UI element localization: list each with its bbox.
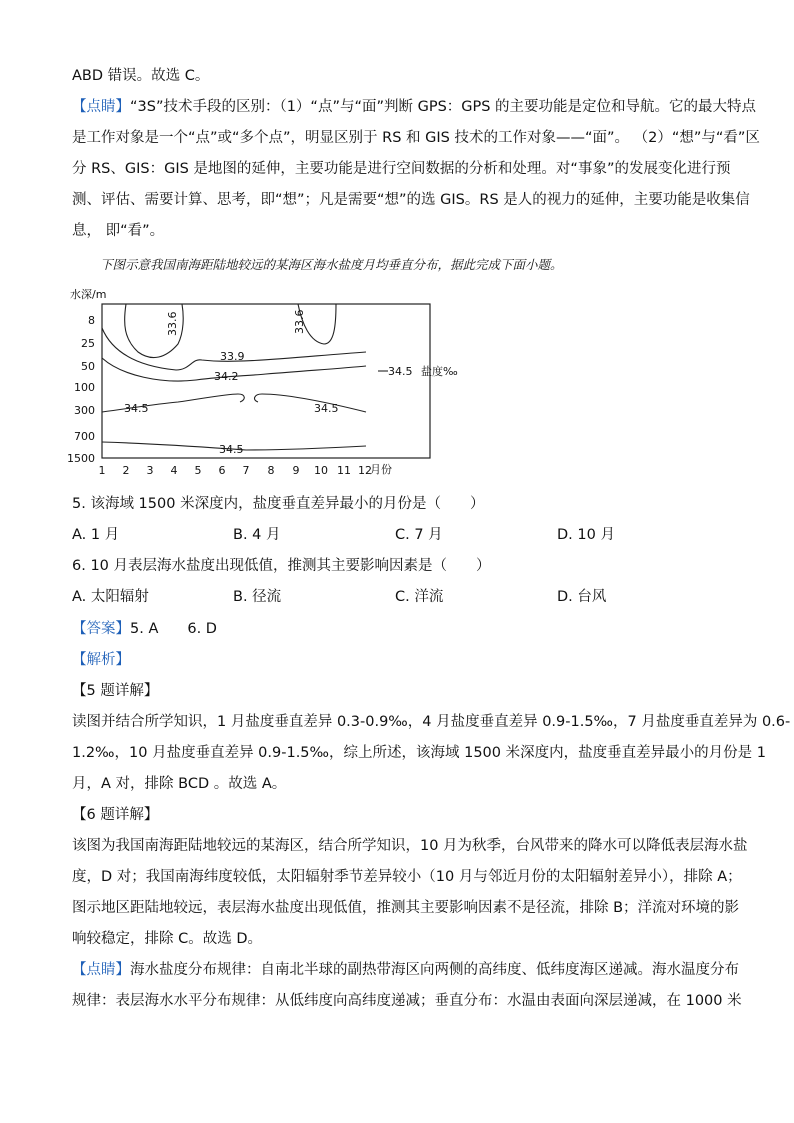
figure-intro: 下图示意我国南海距陆地较远的某海区海水盐度月均垂直分布，据此完成下面小题。 bbox=[100, 257, 563, 272]
x-tick: 9 bbox=[292, 464, 300, 477]
text-line: 该图为我国南海距陆地较远的某海区，结合所学知识，10 月为秋季，台风带来的降水可以降低表层海水盐 bbox=[72, 838, 748, 854]
y-ticks bbox=[67, 314, 95, 465]
dianjing-tag: 【点睛】 bbox=[72, 99, 130, 115]
option-b: B. 径流 bbox=[233, 589, 282, 605]
contour-line-34.5-mid-right bbox=[255, 394, 366, 412]
contour-label: 33.6 bbox=[293, 309, 306, 334]
x-tick: 12 bbox=[358, 464, 372, 477]
dianjing-paragraph bbox=[72, 960, 739, 980]
x-tick: 4 bbox=[170, 464, 178, 477]
text-line: 海水盐度分布规律：自南北半球的副热带海区向两侧的高纬度、低纬度海区递减。海水温度分布 bbox=[130, 962, 739, 978]
text-line: 测、评估、需要计算、思考，即“想”；凡是需要“想”的选 GIS。RS 是人的视力的延伸，主要功能是收集信 bbox=[72, 192, 750, 208]
text-line: 息， 即“看”。 bbox=[72, 223, 165, 239]
option-a: A. 1 月 bbox=[72, 527, 120, 543]
y-tick: 8 bbox=[88, 314, 95, 327]
salinity-contour-chart bbox=[66, 284, 466, 480]
contour-label: 34.5 bbox=[314, 402, 339, 415]
text-line: 响较稳定，排除 C。故选 D。 bbox=[72, 931, 263, 947]
answer-line bbox=[72, 619, 217, 639]
y-tick: 700 bbox=[74, 430, 95, 443]
contour-label: 34.5 bbox=[124, 402, 149, 415]
text-line: ABD 错误。故选 C。 bbox=[72, 68, 210, 84]
q5-detail-tag: 【5 题详解】 bbox=[72, 683, 159, 699]
x-tick: 7 bbox=[242, 464, 250, 477]
x-ticks bbox=[99, 464, 373, 477]
text-line: 图示地区距陆地较远，表层海水盐度出现低值，推测其主要影响因素不是径流，排除 B；洋流对环境的影 bbox=[72, 900, 740, 916]
q6-detail-tag: 【6 题详解】 bbox=[72, 807, 159, 823]
contour-label: 33.9 bbox=[220, 350, 245, 363]
text-line: 读图并结合所学知识，1 月盐度垂直差异 0.3-0.9‰，4 月盐度垂直差异 0.9-1.5‰，7 月盐度垂直差异为 0.6- bbox=[72, 714, 791, 730]
contour-label: 34.5 bbox=[219, 443, 244, 456]
y-tick: 25 bbox=[81, 337, 95, 350]
option-b: B. 4 月 bbox=[233, 527, 281, 543]
y-tick: 300 bbox=[74, 404, 95, 417]
y-tick: 100 bbox=[74, 381, 95, 394]
x-tick: 5 bbox=[194, 464, 202, 477]
plot-frame bbox=[102, 304, 430, 458]
option-d: D. 台风 bbox=[557, 589, 607, 605]
text-line: 1.2‰，10 月盐度垂直差异 0.9-1.5‰，综上所述，该海域 1500 米深度内，盐度垂直差异最小的月份是 1 bbox=[72, 745, 766, 761]
text-line: 分 RS、GIS：GIS 是地图的延伸，主要功能是进行空间数据的分析和处理。对“事象”的发展变化进行预 bbox=[72, 161, 731, 177]
analysis-tag: 【解析】 bbox=[72, 652, 130, 668]
x-tick: 11 bbox=[337, 464, 351, 477]
text-line: 规律：表层海水水平分布规律：从低纬度向高纬度递减；垂直分布：水温由表面向深层递减，在 1000 米 bbox=[72, 993, 742, 1009]
answer-tag: 【答案】 bbox=[72, 621, 130, 637]
y-tick: 50 bbox=[81, 360, 95, 373]
dianjing-tag: 【点睛】 bbox=[72, 962, 130, 978]
x-tick: 1 bbox=[98, 464, 106, 477]
option-a: A. 太阳辐射 bbox=[72, 589, 149, 605]
legend-label: 盐度‰ bbox=[421, 365, 458, 378]
contour-label: 34.2 bbox=[214, 370, 239, 383]
text-line: “3S”技术手段的区别：（1）“点”与“面”判断 GPS：GPS 的主要功能是定位和导航。它的最大特点 bbox=[130, 99, 757, 115]
y-tick: 1500 bbox=[67, 452, 95, 465]
x-tick: 6 bbox=[218, 464, 226, 477]
x-tick: 3 bbox=[146, 464, 154, 477]
contour-label: 33.6 bbox=[166, 311, 179, 336]
text-line: 度，D 对；我国南海纬度较低，太阳辐射季节差异较小（10 月与邻近月份的太阳辐射差异小），排除 A； bbox=[72, 869, 742, 885]
x-axis-label: 月份 bbox=[370, 463, 392, 476]
x-tick: 2 bbox=[122, 464, 130, 477]
y-axis-label: 水深/m bbox=[70, 288, 107, 301]
legend-value: 34.5 bbox=[388, 365, 413, 378]
x-tick: 8 bbox=[267, 464, 275, 477]
option-c: C. 7 月 bbox=[395, 527, 443, 543]
dianjing-paragraph bbox=[72, 97, 756, 117]
text-line: 是工作对象是一个“点”或“多个点”，明显区别于 RS 和 GIS 技术的工作对象——“面”。 （2）“想”与“看”区 bbox=[72, 130, 760, 146]
answer-text: 5. A 6. D bbox=[130, 621, 217, 637]
contour-line-33.9 bbox=[102, 328, 366, 370]
question-6: 6. 10 月表层海水盐度出现低值，推测其主要影响因素是（ ） bbox=[72, 558, 491, 574]
text-line: 月，A 对，排除 BCD 。故选 A。 bbox=[72, 776, 287, 792]
question-5: 5. 该海域 1500 米深度内，盐度垂直差异最小的月份是（ ） bbox=[72, 496, 485, 512]
x-tick: 10 bbox=[314, 464, 328, 477]
option-d: D. 10 月 bbox=[557, 527, 615, 543]
option-c: C. 洋流 bbox=[395, 589, 444, 605]
